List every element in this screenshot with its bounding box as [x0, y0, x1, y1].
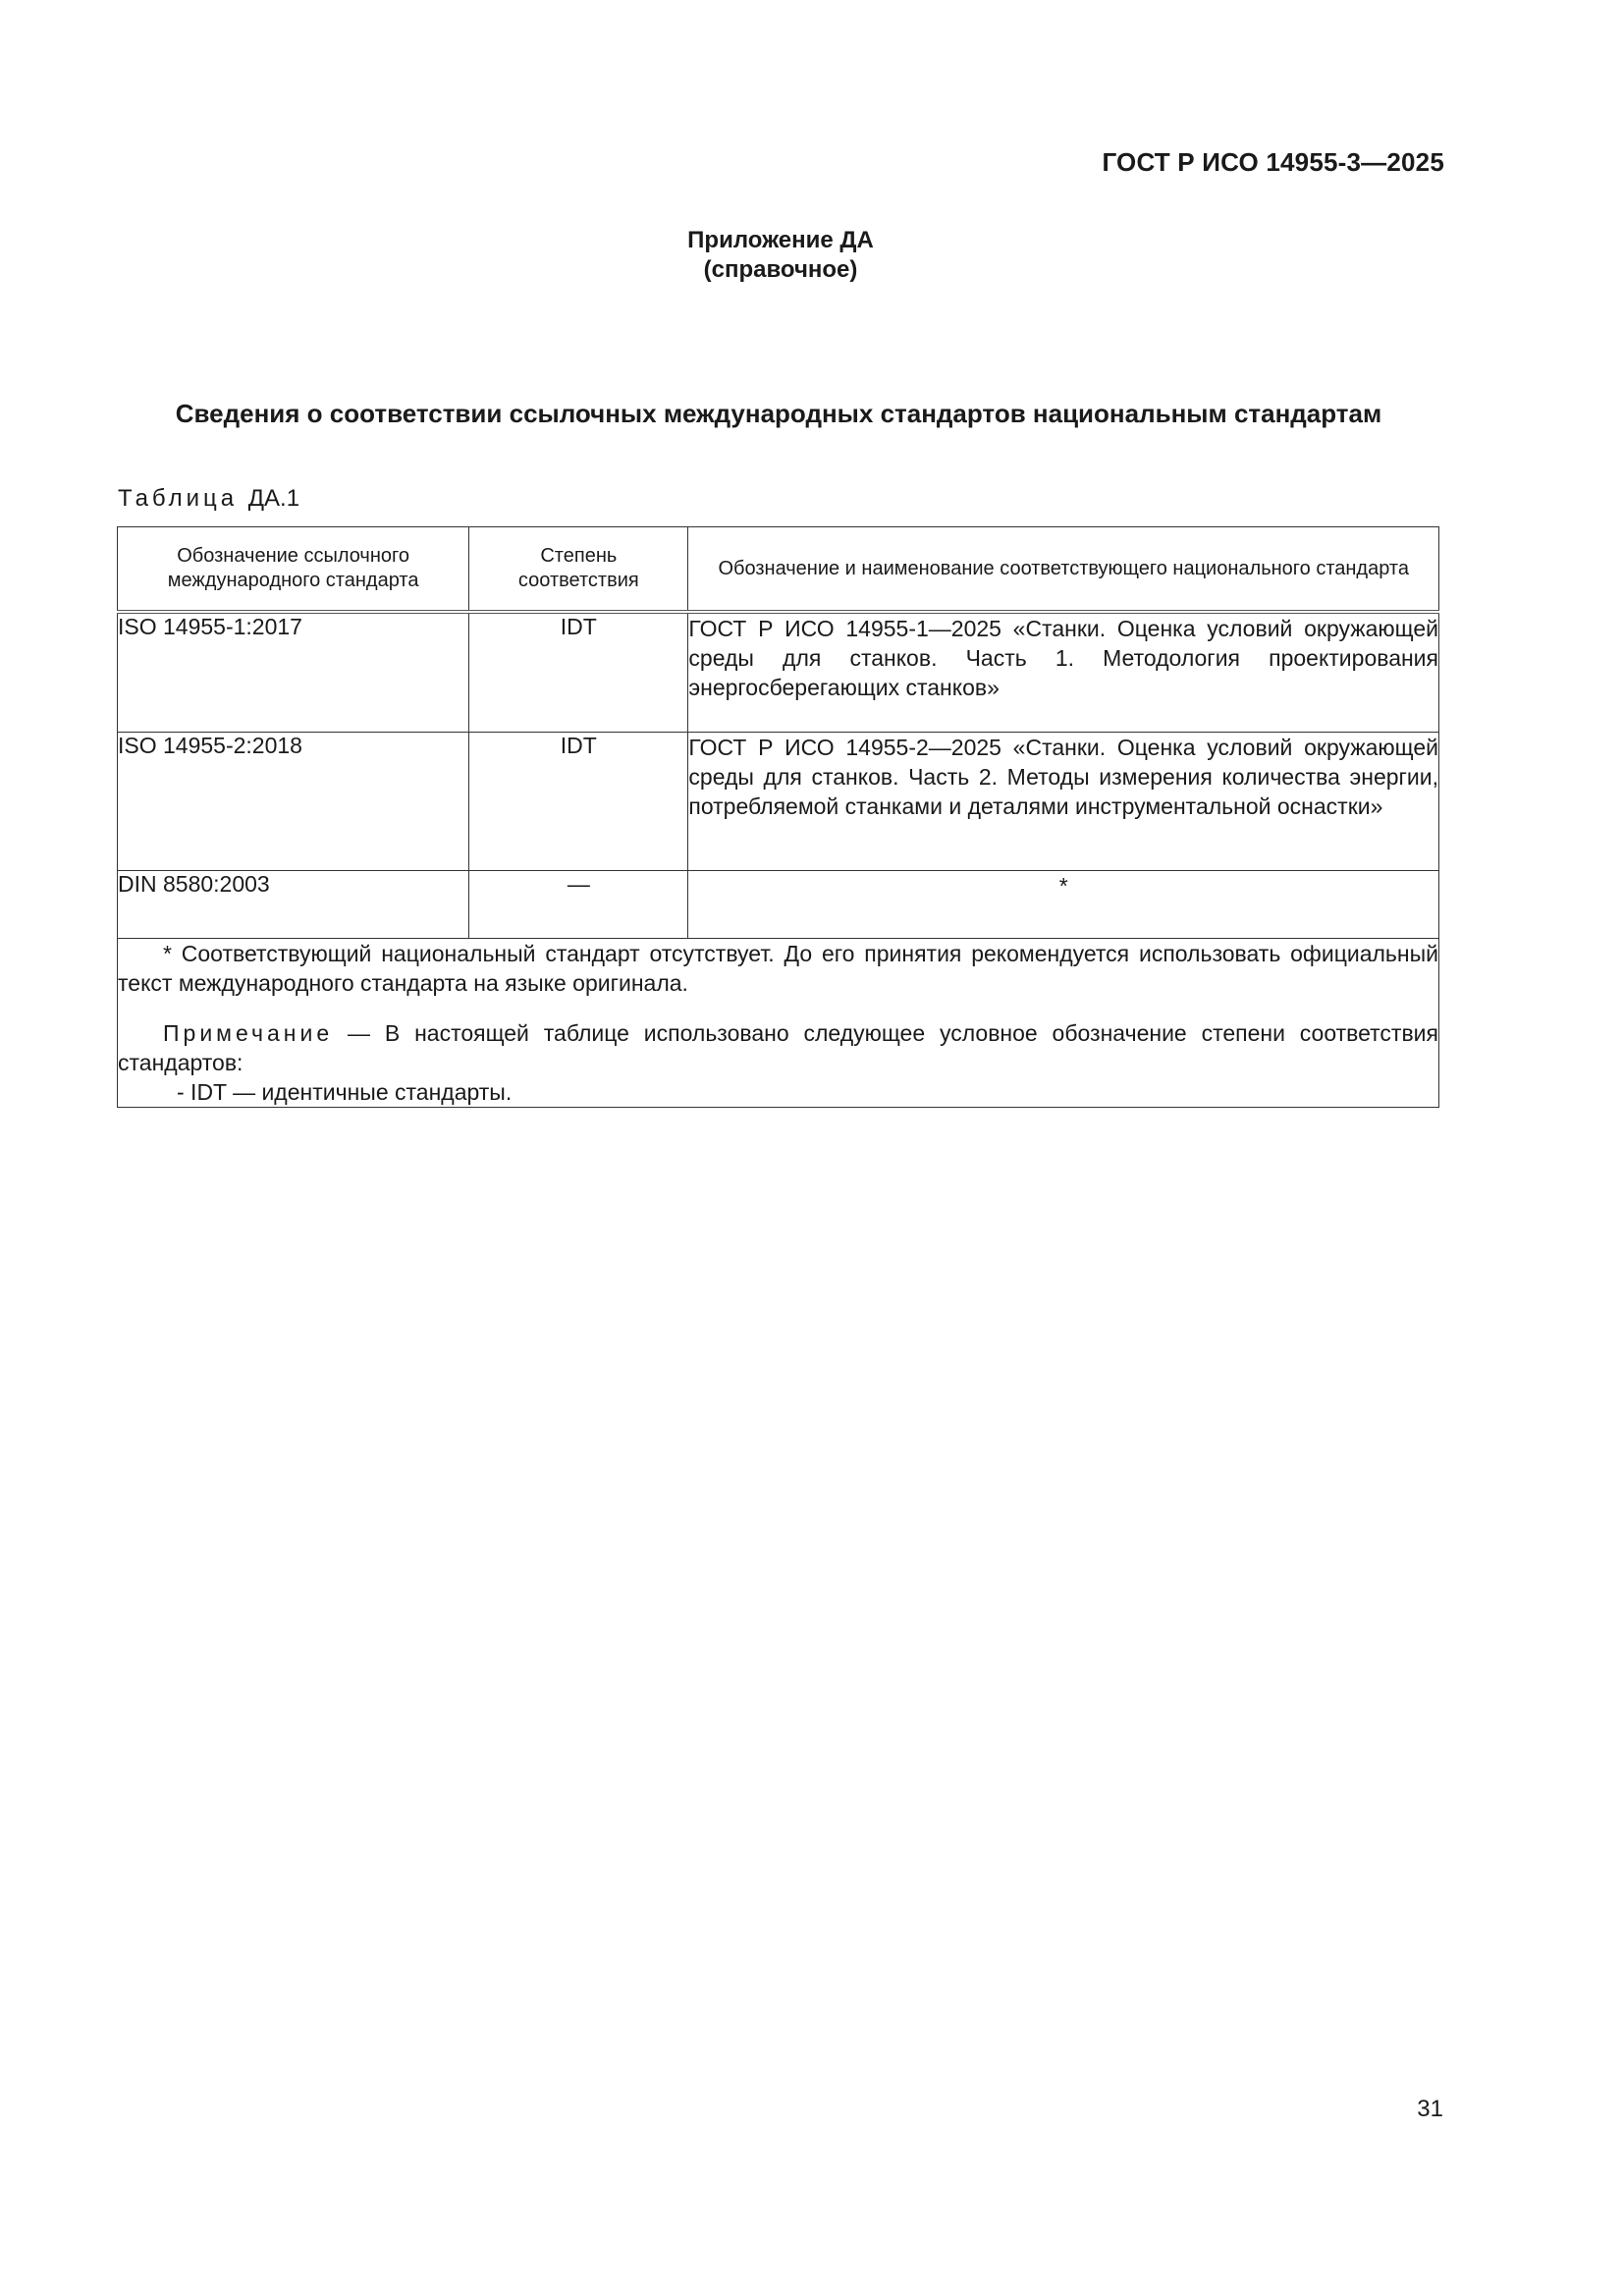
- header-intl-standard: Обозначение ссылочного международного стандарта: [118, 527, 469, 613]
- table-caption-label: Таблица: [118, 485, 239, 512]
- cell-degree: IDT: [469, 612, 688, 733]
- document-code: ГОСТ Р ИСО 14955-3—2025: [1102, 147, 1444, 177]
- note-list-item: - IDT — идентичные стандарты.: [177, 1079, 513, 1105]
- cell-national-standard: *: [688, 871, 1439, 939]
- page-number: 31: [1417, 2096, 1443, 2122]
- table-row: [118, 733, 1439, 871]
- note-label: Примечание: [163, 1020, 334, 1046]
- table-caption: [118, 485, 299, 513]
- cell-intl-standard: ISO 14955-2:2018: [118, 733, 469, 871]
- table-row: [118, 612, 1439, 733]
- header-degree: Степень соответствия: [469, 527, 688, 613]
- table-header-row: [118, 527, 1439, 613]
- table-footnote-row: [118, 939, 1439, 1108]
- table-row: [118, 871, 1439, 939]
- cell-degree: IDT: [469, 733, 688, 871]
- appendix-heading: [0, 226, 1561, 285]
- table-footnote-cell: [118, 939, 1439, 1108]
- reference-standards-table: [117, 526, 1439, 1108]
- cell-intl-standard: ISO 14955-1:2017: [118, 612, 469, 733]
- cell-national-standard: ГОСТ Р ИСО 14955-1—2025 «Станки. Оценка условий окружающей среды для станков. Часть 1. Методология проектирования энергосберегающих станков»: [688, 612, 1439, 733]
- appendix-title: Приложение ДА: [687, 227, 874, 253]
- note-text: — В настоящей таблице использовано следующее условное обозначение степени соответствия стандартов:: [118, 1020, 1438, 1075]
- appendix-subtitle: (справочное): [703, 256, 858, 283]
- section-title: Сведения о соответствии ссылочных международных стандартов национальным стандартам: [175, 399, 1382, 428]
- header-national-standard: Обозначение и наименование соответствующего национального стандарта: [688, 527, 1439, 613]
- cell-degree: —: [469, 871, 688, 939]
- table-caption-number: ДА.1: [247, 485, 300, 512]
- cell-intl-standard: DIN 8580:2003: [118, 871, 469, 939]
- footnote-text: * Соответствующий национальный стандарт отсутствует. До его принятия рекомендуется использовать официальный текст международного стандарта на языке оригинала.: [118, 941, 1438, 996]
- note-paragraph: [118, 1018, 1438, 1077]
- cell-national-standard: ГОСТ Р ИСО 14955-2—2025 «Станки. Оценка условий окружающей среды для станков. Часть 2. Методы измерения количества энергии, потребляемой станками и деталями инструментальной оснастки»: [688, 733, 1439, 871]
